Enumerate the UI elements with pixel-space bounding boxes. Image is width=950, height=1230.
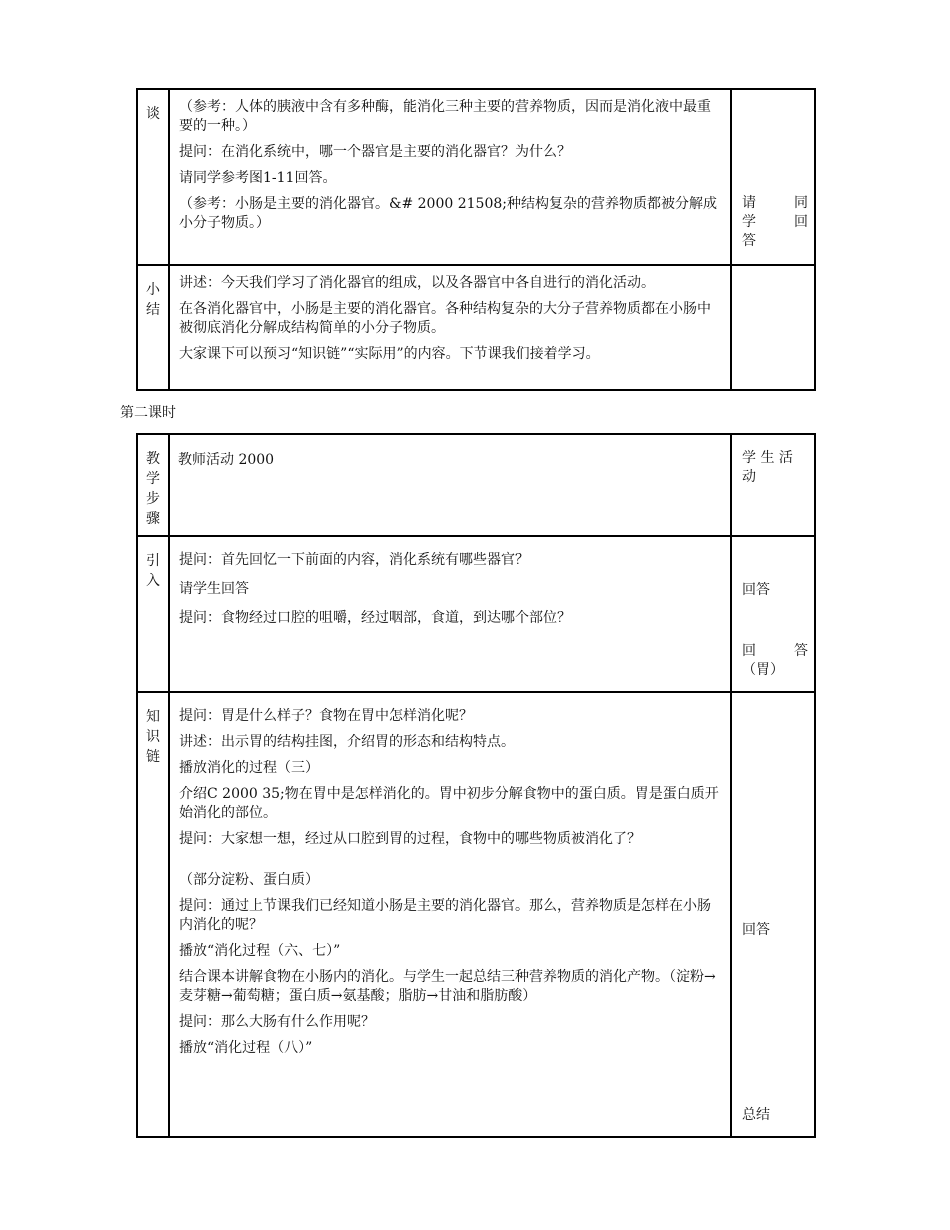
table-row xyxy=(137,536,815,692)
table-row xyxy=(137,89,815,265)
paragraph: 提问：食物经过口腔的咀嚼，经过咽部，食道，到达哪个部位？ xyxy=(179,610,571,626)
table-row xyxy=(137,265,815,390)
paragraph: 请同学参考图1-11回答。 xyxy=(179,170,337,186)
step-char: 链 xyxy=(146,749,160,765)
student-text: （胃） xyxy=(742,662,784,678)
teacher-activity-cell xyxy=(169,692,731,1137)
paragraph: 大家课下可以预习“知识链”“实际用”的内容。下节课我们接着学习。 xyxy=(179,346,600,362)
step-char: 骤 xyxy=(146,511,160,527)
student-text: 回答 xyxy=(742,922,770,938)
paragraph: （参考：人体的胰液中含有多种酶，能消化三种主要的营养物质，因而是消化液中最重要的一种。） xyxy=(179,99,711,134)
paragraph: 播放“消化过程（六、七）” xyxy=(179,943,341,959)
paragraph: 提问：大家想一想，经过从口腔到胃的过程，食物中的哪些物质被消化了？ xyxy=(179,831,641,847)
step-char: 入 xyxy=(146,573,160,589)
table-header-row xyxy=(137,434,815,536)
section-title: 第二课时 xyxy=(120,405,176,421)
paragraph: 在各消化器官中，小肠是主要的消化器官。各种结构复杂的大分子营养物质都在小肠中被彻底消化分解成结构简单的小分子物质。 xyxy=(179,301,711,336)
paragraph: 结合课本讲解食物在小肠内的消化。与学生一起总结三种营养物质的消化产物。（淀粉→麦芽糖→葡萄糖；蛋白质→氨基酸；脂肪→甘油和脂肪酸） xyxy=(179,969,716,1004)
step-char: 步 xyxy=(146,491,160,507)
student-text: 请 同 xyxy=(742,195,808,211)
step-char: 识 xyxy=(146,729,160,745)
lesson-table-part1 xyxy=(136,88,816,391)
student-text: 回答 xyxy=(742,582,770,598)
teacher-header: 教师活动 2000 xyxy=(178,452,275,468)
paragraph: 讲述：今天我们学习了消化器官的组成，以及各器官中各自进行的消化活动。 xyxy=(179,275,655,291)
paragraph: 提问：首先回忆一下前面的内容，消化系统有哪些器官？ xyxy=(179,552,529,568)
paragraph: 请学生回答 xyxy=(179,581,249,597)
step-char: 学 xyxy=(146,471,160,487)
lesson-table-part2 xyxy=(136,433,816,1138)
step-cell xyxy=(137,265,169,390)
paragraph: 提问：通过上节课我们已经知道小肠是主要的消化器官。那么，营养物质是怎样在小肠内消化的呢？ xyxy=(179,898,711,933)
step-cell xyxy=(137,536,169,692)
paragraph: 讲述：出示胃的结构挂图，介绍胃的形态和结构特点。 xyxy=(179,734,515,750)
paragraph: （参考：小肠是主要的消化器官。&# 2000 21508;种结构复杂的营养物质都被分解成小分子物质。） xyxy=(179,196,717,231)
student-text: 总结 xyxy=(742,1107,770,1123)
paragraph: 提问：那么大肠有什么作用呢？ xyxy=(179,1014,375,1030)
teacher-activity-cell xyxy=(169,536,731,692)
paragraph: 提问：在消化系统中，哪一个器官是主要的消化器官？为什么？ xyxy=(179,144,571,160)
student-header-cell xyxy=(731,434,815,536)
teacher-activity-cell xyxy=(169,265,731,390)
step-char: 知 xyxy=(146,709,160,725)
paragraph: 播放消化的过程（三） xyxy=(179,760,319,776)
step-cell xyxy=(137,692,169,1137)
student-activity-cell xyxy=(731,265,815,390)
paragraph: （部分淀粉、蛋白质） xyxy=(179,872,319,888)
teacher-header-cell xyxy=(169,434,731,536)
student-text: 回 答 xyxy=(742,643,808,659)
step-char: 小 xyxy=(146,282,160,298)
step-header-cell xyxy=(137,434,169,536)
step-char: 引 xyxy=(146,553,160,569)
step-char: 谈 xyxy=(146,106,160,122)
table-row xyxy=(137,692,815,1137)
paragraph: 播放“消化过程（八）” xyxy=(179,1040,313,1056)
student-activity-cell xyxy=(731,536,815,692)
student-activity-cell xyxy=(731,692,815,1137)
paragraph: 介绍C 2000 35;物在胃中是怎样消化的。胃中初步分解食物中的蛋白质。胃是蛋白质开始消化的部位。 xyxy=(179,786,719,821)
step-char: 教 xyxy=(146,451,160,467)
step-char: 结 xyxy=(146,302,160,318)
student-activity-cell xyxy=(731,89,815,265)
step-cell xyxy=(137,89,169,265)
paragraph: 提问：胃是什么样子？食物在胃中怎样消化呢？ xyxy=(179,708,473,724)
teacher-activity-cell xyxy=(169,89,731,265)
student-text: 学 回 xyxy=(742,214,808,230)
student-text: 答 xyxy=(742,233,756,249)
student-header: 学 生 活 动 xyxy=(742,450,793,485)
